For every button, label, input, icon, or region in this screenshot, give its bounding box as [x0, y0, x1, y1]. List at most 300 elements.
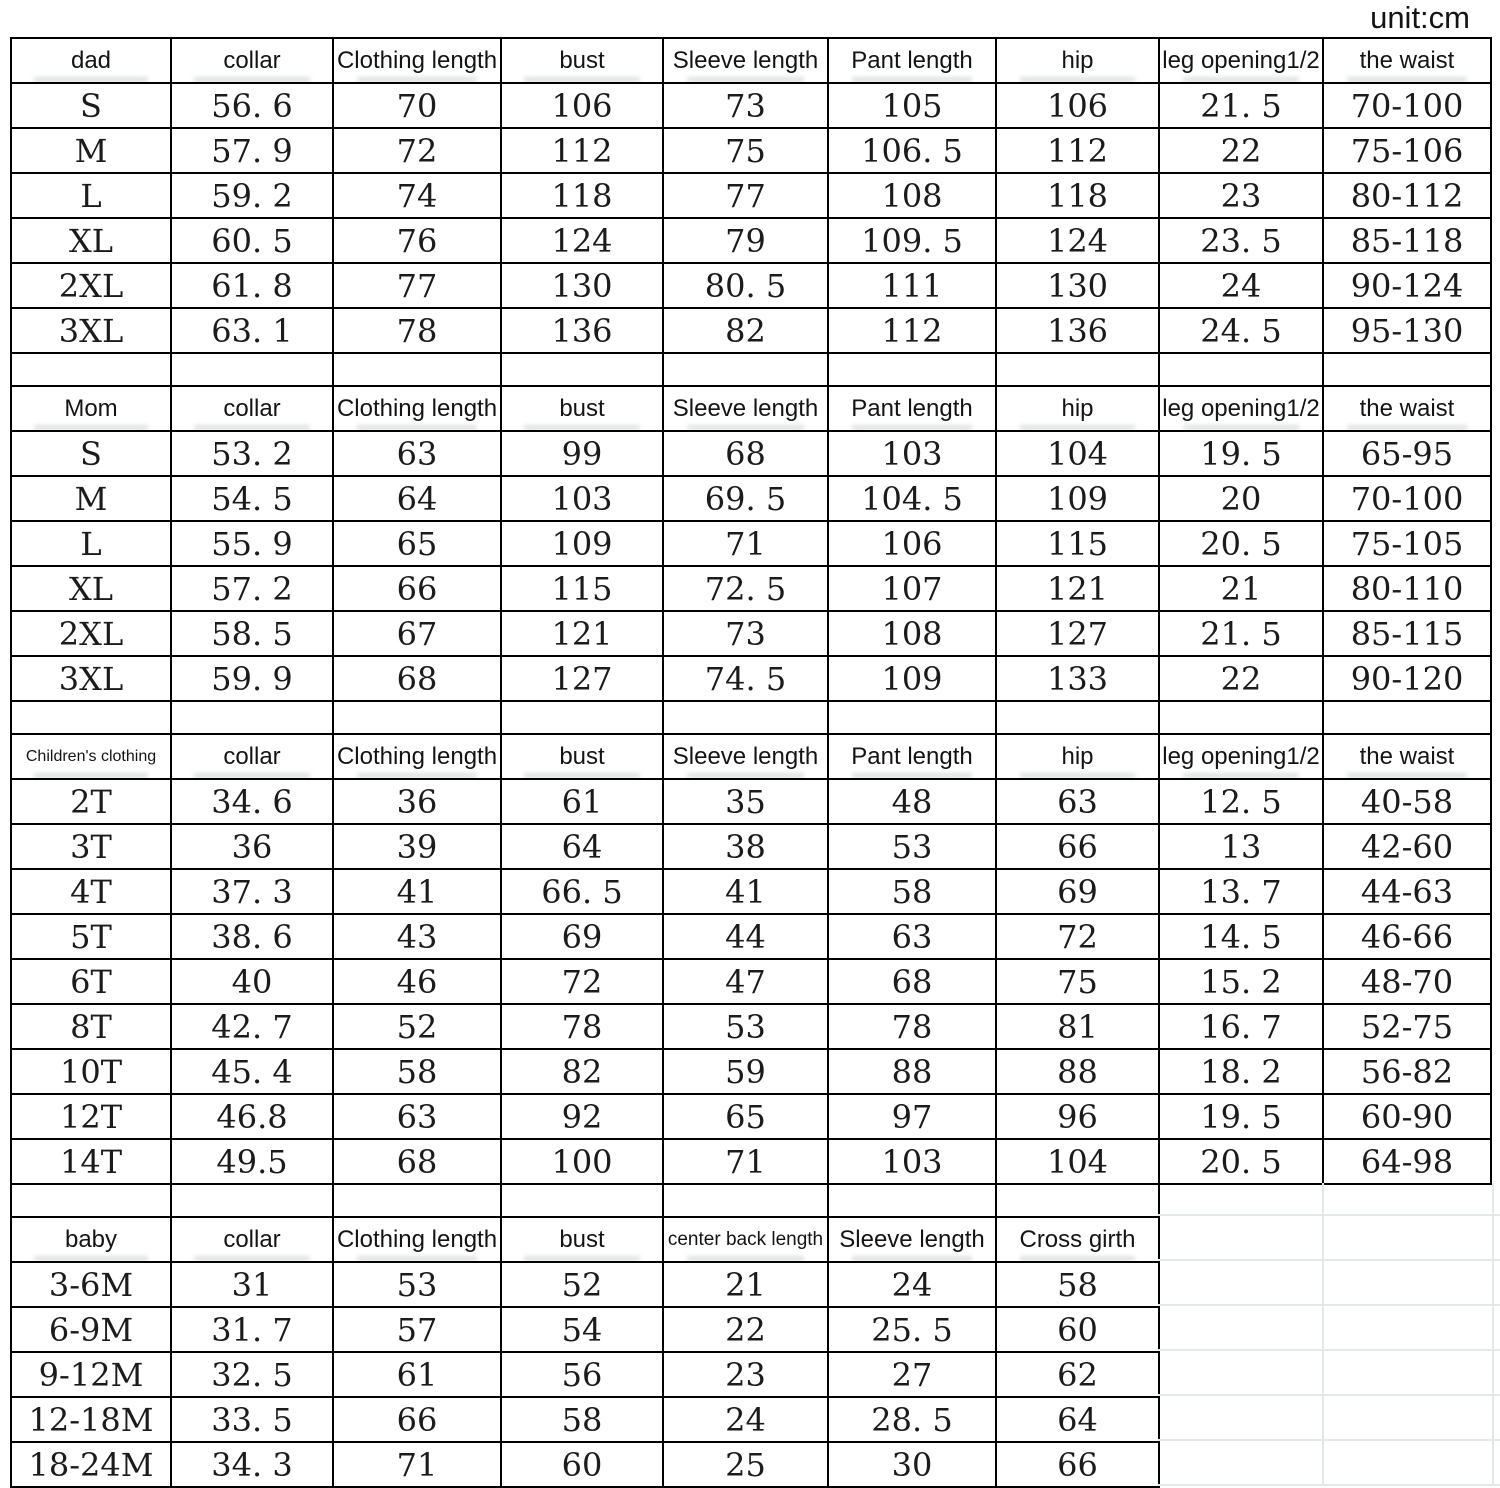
data-cell: 106: [996, 83, 1159, 128]
row-label-cell: 12T: [11, 1094, 171, 1139]
data-cell: 133: [996, 656, 1159, 701]
data-cell: 85-118: [1323, 218, 1491, 263]
data-cell: 82: [663, 308, 828, 353]
data-cell: 136: [501, 308, 663, 353]
header-cell-leg-opening1-2: leg opening1/2: [1159, 734, 1323, 779]
data-cell: 19. 5: [1159, 1094, 1323, 1139]
data-cell: 70: [333, 83, 501, 128]
empty-cell: [828, 1184, 996, 1217]
data-cell: 53: [828, 824, 996, 869]
header-cell-hip: hip: [996, 734, 1159, 779]
data-cell: 64: [333, 476, 501, 521]
empty-cell: [996, 1184, 1159, 1217]
table-row: [11, 656, 1491, 701]
row-label-cell: XL: [11, 218, 171, 263]
data-cell: 57: [333, 1307, 501, 1352]
data-cell: 21. 5: [1159, 611, 1323, 656]
data-cell: 60. 5: [171, 218, 333, 263]
empty-cell: [663, 701, 828, 734]
data-cell: 127: [996, 611, 1159, 656]
data-cell: 63: [333, 431, 501, 476]
table-row: [11, 824, 1491, 869]
data-cell: 19. 5: [1159, 431, 1323, 476]
data-cell: 61. 8: [171, 263, 333, 308]
data-cell: 47: [663, 959, 828, 1004]
data-cell: 92: [501, 1094, 663, 1139]
table-row: [11, 1094, 1491, 1139]
header-cell-pant-length: Pant length: [828, 386, 996, 431]
separator-row: [11, 353, 1491, 386]
data-cell: 103: [828, 1139, 996, 1184]
data-cell: 24: [1159, 263, 1323, 308]
data-cell: 82: [501, 1049, 663, 1094]
data-cell: 24: [663, 1397, 828, 1442]
data-cell: 42. 7: [171, 1004, 333, 1049]
data-cell: 18. 2: [1159, 1049, 1323, 1094]
table-row: [11, 1004, 1491, 1049]
data-cell: 24. 5: [1159, 308, 1323, 353]
data-cell: 25. 5: [828, 1307, 996, 1352]
data-cell: 78: [333, 308, 501, 353]
data-cell: 71: [333, 1442, 501, 1487]
table-row: [11, 128, 1491, 173]
data-cell: 75-106: [1323, 128, 1491, 173]
row-label-cell: 8T: [11, 1004, 171, 1049]
data-cell: 124: [996, 218, 1159, 263]
header-cell-pant-length: Pant length: [828, 734, 996, 779]
data-cell: 56: [501, 1352, 663, 1397]
spreadsheet-gridlines: [1158, 1183, 1500, 1486]
data-cell: 41: [663, 869, 828, 914]
data-cell: 57. 9: [171, 128, 333, 173]
data-cell: 105: [828, 83, 996, 128]
data-cell: 52: [333, 1004, 501, 1049]
header-cell-dad: dad: [11, 38, 171, 83]
row-label-cell: 9-12M: [11, 1352, 171, 1397]
empty-cell: [333, 353, 501, 386]
data-cell: 64: [501, 824, 663, 869]
data-cell: 53. 2: [171, 431, 333, 476]
header-cell-collar: collar: [171, 734, 333, 779]
data-cell: 66. 5: [501, 869, 663, 914]
data-cell: 60: [996, 1307, 1159, 1352]
data-cell: 66: [996, 1442, 1159, 1487]
table-row: [11, 1049, 1491, 1094]
data-cell: 71: [663, 1139, 828, 1184]
data-cell: 69. 5: [663, 476, 828, 521]
data-cell: 80. 5: [663, 263, 828, 308]
data-cell: 32. 5: [171, 1352, 333, 1397]
data-cell: 108: [828, 173, 996, 218]
row-label-cell: M: [11, 476, 171, 521]
row-label-cell: L: [11, 173, 171, 218]
data-cell: 111: [828, 263, 996, 308]
spreadsheet-gridline-vertical: [1322, 1183, 1324, 1486]
row-label-cell: XL: [11, 566, 171, 611]
table-row: [11, 779, 1491, 824]
data-cell: 23: [1159, 173, 1323, 218]
data-cell: 68: [663, 431, 828, 476]
header-cell-mom: Mom: [11, 386, 171, 431]
header-row: [11, 1217, 1159, 1262]
data-cell: 20: [1159, 476, 1323, 521]
header-cell-baby: baby: [11, 1217, 171, 1262]
data-cell: 56. 6: [171, 83, 333, 128]
empty-cell: [171, 1184, 333, 1217]
data-cell: 38. 6: [171, 914, 333, 959]
spreadsheet-gridline-vertical: [1492, 1183, 1494, 1486]
data-cell: 59. 9: [171, 656, 333, 701]
data-cell: 61: [501, 779, 663, 824]
empty-cell: [1323, 353, 1491, 386]
data-cell: 104. 5: [828, 476, 996, 521]
table-row: [11, 566, 1491, 611]
header-cell-the-waist: the waist: [1323, 38, 1491, 83]
empty-cell: [333, 701, 501, 734]
table-row: [11, 218, 1491, 263]
data-cell: 13. 7: [1159, 869, 1323, 914]
empty-cell: [828, 701, 996, 734]
data-cell: 118: [501, 173, 663, 218]
data-cell: 31. 7: [171, 1307, 333, 1352]
empty-cell: [1159, 701, 1323, 734]
data-cell: 54. 5: [171, 476, 333, 521]
data-cell: 46: [333, 959, 501, 1004]
data-cell: 36: [333, 779, 501, 824]
header-cell-leg-opening1-2: leg opening1/2: [1159, 386, 1323, 431]
data-cell: 22: [1159, 656, 1323, 701]
data-cell: 44-63: [1323, 869, 1491, 914]
data-cell: 66: [333, 1397, 501, 1442]
data-cell: 72: [501, 959, 663, 1004]
data-cell: 22: [663, 1307, 828, 1352]
data-cell: 58. 5: [171, 611, 333, 656]
data-cell: 106. 5: [828, 128, 996, 173]
data-cell: 53: [663, 1004, 828, 1049]
data-cell: 109: [996, 476, 1159, 521]
data-cell: 59: [663, 1049, 828, 1094]
header-cell-clothing-length: Clothing length: [333, 386, 501, 431]
data-cell: 78: [828, 1004, 996, 1049]
data-cell: 64: [996, 1397, 1159, 1442]
data-cell: 109: [501, 521, 663, 566]
data-cell: 68: [333, 1139, 501, 1184]
data-cell: 38: [663, 824, 828, 869]
header-row: [11, 38, 1491, 83]
data-cell: 72. 5: [663, 566, 828, 611]
data-cell: 77: [333, 263, 501, 308]
data-cell: 130: [996, 263, 1159, 308]
data-cell: 69: [501, 914, 663, 959]
header-cell-bust: bust: [501, 386, 663, 431]
data-cell: 59. 2: [171, 173, 333, 218]
row-label-cell: 2XL: [11, 611, 171, 656]
data-cell: 88: [828, 1049, 996, 1094]
data-cell: 58: [996, 1262, 1159, 1307]
empty-cell: [828, 353, 996, 386]
data-cell: 112: [501, 128, 663, 173]
data-cell: 75: [663, 128, 828, 173]
data-cell: 52-75: [1323, 1004, 1491, 1049]
data-cell: 63: [333, 1094, 501, 1139]
row-label-cell: 10T: [11, 1049, 171, 1094]
data-cell: 112: [828, 308, 996, 353]
empty-cell: [501, 353, 663, 386]
data-cell: 12. 5: [1159, 779, 1323, 824]
data-cell: 118: [996, 173, 1159, 218]
data-cell: 80-110: [1323, 566, 1491, 611]
data-cell: 43: [333, 914, 501, 959]
header-cell-cross-girth: Cross girth: [996, 1217, 1159, 1262]
data-cell: 99: [501, 431, 663, 476]
data-cell: 58: [828, 869, 996, 914]
data-cell: 28. 5: [828, 1397, 996, 1442]
data-cell: 16. 7: [1159, 1004, 1323, 1049]
data-cell: 24: [828, 1262, 996, 1307]
header-cell-hip: hip: [996, 386, 1159, 431]
data-cell: 66: [996, 824, 1159, 869]
data-cell: 36: [171, 824, 333, 869]
data-cell: 71: [663, 521, 828, 566]
data-cell: 60-90: [1323, 1094, 1491, 1139]
empty-cell: [501, 701, 663, 734]
row-label-cell: 18-24M: [11, 1442, 171, 1487]
header-cell-collar: collar: [171, 38, 333, 83]
header-cell-sleeve-length: Sleeve length: [828, 1217, 996, 1262]
data-cell: 54: [501, 1307, 663, 1352]
data-cell: 72: [996, 914, 1159, 959]
data-cell: 75: [996, 959, 1159, 1004]
data-cell: 70-100: [1323, 83, 1491, 128]
data-cell: 70-100: [1323, 476, 1491, 521]
data-cell: 63: [996, 779, 1159, 824]
data-cell: 61: [333, 1352, 501, 1397]
table-row: [11, 1442, 1159, 1487]
row-label-cell: 3-6M: [11, 1262, 171, 1307]
data-cell: 76: [333, 218, 501, 263]
row-label-cell: M: [11, 128, 171, 173]
table-row: [11, 914, 1491, 959]
row-label-cell: 3XL: [11, 656, 171, 701]
table-row: [11, 1139, 1491, 1184]
data-cell: 68: [333, 656, 501, 701]
data-cell: 104: [996, 431, 1159, 476]
row-label-cell: S: [11, 83, 171, 128]
data-cell: 23: [663, 1352, 828, 1397]
data-cell: 31: [171, 1262, 333, 1307]
header-cell-center-back-length: center back length: [663, 1217, 828, 1262]
header-cell-collar: collar: [171, 1217, 333, 1262]
size-table-baby: [10, 1183, 1160, 1488]
row-label-cell: 6T: [11, 959, 171, 1004]
header-cell-children-s-clothing: Children's clothing: [11, 734, 171, 779]
data-cell: 55. 9: [171, 521, 333, 566]
empty-cell: [11, 701, 171, 734]
separator-row: [11, 1184, 1159, 1217]
table-row: [11, 476, 1491, 521]
data-cell: 65-95: [1323, 431, 1491, 476]
data-cell: 103: [501, 476, 663, 521]
data-cell: 39: [333, 824, 501, 869]
table-row: [11, 173, 1491, 218]
data-cell: 73: [663, 611, 828, 656]
data-cell: 96: [996, 1094, 1159, 1139]
data-cell: 100: [501, 1139, 663, 1184]
data-cell: 106: [828, 521, 996, 566]
data-cell: 62: [996, 1352, 1159, 1397]
data-cell: 74: [333, 173, 501, 218]
header-cell-leg-opening1-2: leg opening1/2: [1159, 38, 1323, 83]
empty-cell: [333, 1184, 501, 1217]
data-cell: 45. 4: [171, 1049, 333, 1094]
header-cell-the-waist: the waist: [1323, 734, 1491, 779]
data-cell: 41: [333, 869, 501, 914]
data-cell: 127: [501, 656, 663, 701]
data-cell: 58: [501, 1397, 663, 1442]
data-cell: 21. 5: [1159, 83, 1323, 128]
data-cell: 80-112: [1323, 173, 1491, 218]
data-cell: 56-82: [1323, 1049, 1491, 1094]
header-row: [11, 386, 1491, 431]
data-cell: 74. 5: [663, 656, 828, 701]
table-row: [11, 1352, 1159, 1397]
data-cell: 90-124: [1323, 263, 1491, 308]
row-label-cell: 14T: [11, 1139, 171, 1184]
table-row: [11, 869, 1491, 914]
data-cell: 30: [828, 1442, 996, 1487]
data-cell: 107: [828, 566, 996, 611]
data-cell: 46.8: [171, 1094, 333, 1139]
header-cell-clothing-length: Clothing length: [333, 734, 501, 779]
data-cell: 79: [663, 218, 828, 263]
table-row: [11, 431, 1491, 476]
row-label-cell: 5T: [11, 914, 171, 959]
data-cell: 69: [996, 869, 1159, 914]
header-cell-bust: bust: [501, 734, 663, 779]
data-cell: 48-70: [1323, 959, 1491, 1004]
header-cell-clothing-length: Clothing length: [333, 1217, 501, 1262]
data-cell: 112: [996, 128, 1159, 173]
data-cell: 66: [333, 566, 501, 611]
data-cell: 121: [996, 566, 1159, 611]
header-cell-bust: bust: [501, 38, 663, 83]
data-cell: 81: [996, 1004, 1159, 1049]
data-cell: 95-130: [1323, 308, 1491, 353]
data-cell: 67: [333, 611, 501, 656]
data-cell: 103: [828, 431, 996, 476]
header-cell-pant-length: Pant length: [828, 38, 996, 83]
data-cell: 21: [663, 1262, 828, 1307]
data-cell: 58: [333, 1049, 501, 1094]
data-cell: 13: [1159, 824, 1323, 869]
data-cell: 35: [663, 779, 828, 824]
data-cell: 34. 3: [171, 1442, 333, 1487]
unit-label: unit:cm: [1370, 0, 1470, 35]
size-table-dad: [10, 37, 1492, 387]
data-cell: 75-105: [1323, 521, 1491, 566]
data-cell: 68: [828, 959, 996, 1004]
empty-cell: [1159, 353, 1323, 386]
size-table-children: [10, 733, 1492, 1185]
header-cell-sleeve-length: Sleeve length: [663, 38, 828, 83]
table-row: [11, 308, 1491, 353]
empty-cell: [663, 1184, 828, 1217]
data-cell: 73: [663, 83, 828, 128]
data-cell: 33. 5: [171, 1397, 333, 1442]
empty-cell: [171, 701, 333, 734]
data-cell: 77: [663, 173, 828, 218]
data-cell: 46-66: [1323, 914, 1491, 959]
data-cell: 130: [501, 263, 663, 308]
header-cell-collar: collar: [171, 386, 333, 431]
empty-cell: [1323, 701, 1491, 734]
data-cell: 52: [501, 1262, 663, 1307]
table-row: [11, 83, 1491, 128]
data-cell: 14. 5: [1159, 914, 1323, 959]
data-cell: 65: [333, 521, 501, 566]
empty-cell: [663, 353, 828, 386]
data-cell: 121: [501, 611, 663, 656]
data-cell: 108: [828, 611, 996, 656]
data-cell: 115: [501, 566, 663, 611]
table-row: [11, 959, 1491, 1004]
header-cell-clothing-length: Clothing length: [333, 38, 501, 83]
data-cell: 85-115: [1323, 611, 1491, 656]
table-row: [11, 1262, 1159, 1307]
header-cell-the-waist: the waist: [1323, 386, 1491, 431]
separator-row: [11, 701, 1491, 734]
row-label-cell: S: [11, 431, 171, 476]
data-cell: 109: [828, 656, 996, 701]
table-row: [11, 1307, 1159, 1352]
data-cell: 53: [333, 1262, 501, 1307]
data-cell: 124: [501, 218, 663, 263]
row-label-cell: 12-18M: [11, 1397, 171, 1442]
data-cell: 44: [663, 914, 828, 959]
table-row: [11, 521, 1491, 566]
data-cell: 42-60: [1323, 824, 1491, 869]
data-cell: 20. 5: [1159, 1139, 1323, 1184]
data-cell: 106: [501, 83, 663, 128]
data-cell: 20. 5: [1159, 521, 1323, 566]
data-cell: 78: [501, 1004, 663, 1049]
data-cell: 25: [663, 1442, 828, 1487]
data-cell: 97: [828, 1094, 996, 1139]
data-cell: 60: [501, 1442, 663, 1487]
header-cell-sleeve-length: Sleeve length: [663, 734, 828, 779]
data-cell: 109. 5: [828, 218, 996, 263]
header-cell-bust: bust: [501, 1217, 663, 1262]
data-cell: 90-120: [1323, 656, 1491, 701]
header-cell-hip: hip: [996, 38, 1159, 83]
data-cell: 22: [1159, 128, 1323, 173]
empty-cell: [996, 701, 1159, 734]
empty-cell: [11, 353, 171, 386]
data-cell: 57. 2: [171, 566, 333, 611]
table-row: [11, 263, 1491, 308]
data-cell: 40: [171, 959, 333, 1004]
data-cell: 104: [996, 1139, 1159, 1184]
row-label-cell: 3T: [11, 824, 171, 869]
row-label-cell: 2XL: [11, 263, 171, 308]
data-cell: 15. 2: [1159, 959, 1323, 1004]
row-label-cell: 3XL: [11, 308, 171, 353]
data-cell: 23. 5: [1159, 218, 1323, 263]
data-cell: 64-98: [1323, 1139, 1491, 1184]
data-cell: 21: [1159, 566, 1323, 611]
empty-cell: [996, 353, 1159, 386]
data-cell: 115: [996, 521, 1159, 566]
